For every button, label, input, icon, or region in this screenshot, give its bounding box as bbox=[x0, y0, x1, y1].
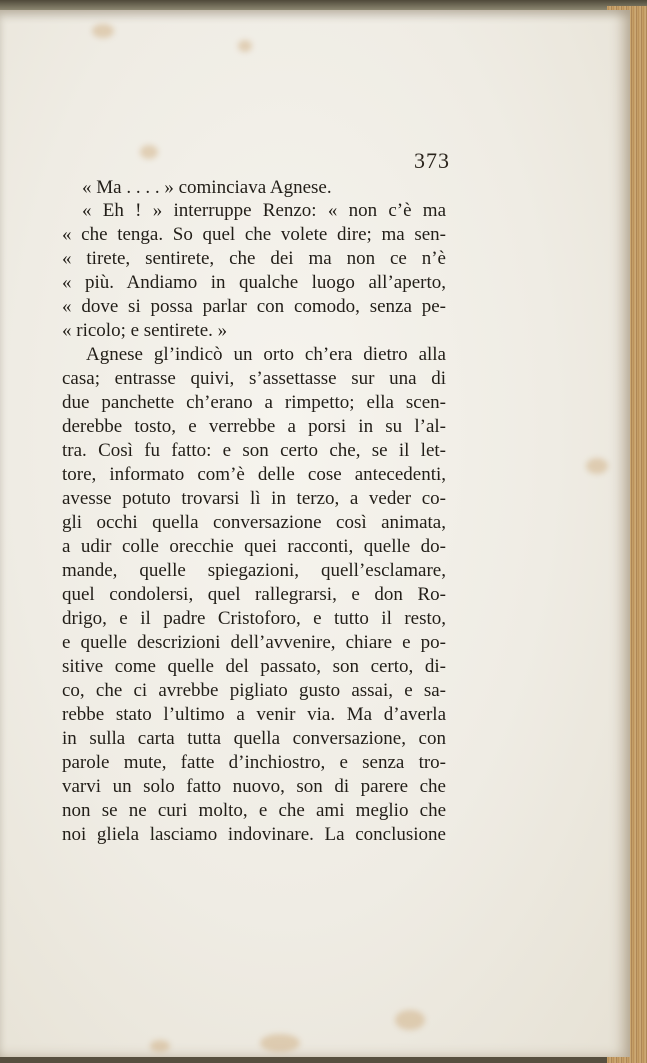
text-line: due panchette ch’erano a rimpetto; ella scen- bbox=[62, 392, 446, 413]
text-line: derebbe tosto, e verrebbe a porsi in su l’al- bbox=[62, 416, 446, 437]
foxing-stain bbox=[586, 458, 608, 474]
text-line: « tirete, sentirete, che dei ma non ce n’è bbox=[62, 248, 446, 269]
text-line: mande, quelle spiegazioni, quell’esclamare, bbox=[62, 560, 446, 581]
text-line: tra. Così fu fatto: e son certo che, se il let- bbox=[62, 440, 446, 461]
foxing-stain bbox=[238, 40, 252, 52]
text-line: e quelle descrizioni dell’avvenire, chiare e po- bbox=[62, 632, 446, 653]
text-line: tore, informato com’è delle cose antecedenti, bbox=[62, 464, 446, 485]
foxing-stain bbox=[140, 145, 158, 159]
text-line: in sulla carta tutta quella conversazione, con bbox=[62, 728, 446, 749]
text-line: quel condolersi, quel rallegrarsi, e don Ro- bbox=[62, 584, 446, 605]
text-line: « dove si possa parlar con comodo, senza pe- bbox=[62, 296, 446, 317]
text-line: sitive come quelle del passato, son certo, di- bbox=[62, 656, 446, 677]
text-line: « ricolo; e sentirete. » bbox=[62, 320, 228, 341]
text-line: noi gliela lasciamo indovinare. La conclusione bbox=[62, 824, 446, 845]
text-line: varvi un solo fatto nuovo, son di parere che bbox=[62, 776, 446, 797]
text-line: rebbe stato l’ultimo a venir via. Ma d’averla bbox=[62, 704, 446, 725]
foxing-stain bbox=[260, 1034, 300, 1052]
text-line: « Ma . . . . » cominciava Agnese. bbox=[82, 177, 332, 198]
foxing-stain bbox=[92, 24, 114, 38]
text-line: co, che ci avrebbe pigliato gusto assai, e sa- bbox=[62, 680, 446, 701]
text-line: drigo, e il padre Cristoforo, e tutto il resto, bbox=[62, 608, 446, 629]
page-number: 373 bbox=[414, 148, 450, 173]
foxing-stain bbox=[395, 1010, 425, 1030]
text-line: Agnese gl’indicò un orto ch’era dietro alla bbox=[86, 344, 446, 365]
foxing-stain bbox=[150, 1040, 170, 1052]
text-line: non se ne curi molto, e che ami meglio che bbox=[62, 800, 446, 821]
text-line: parole mute, fatte d’inchiostro, e senza tro- bbox=[62, 752, 446, 773]
text-line: casa; entrasse quivi, s’assettasse sur una di bbox=[62, 368, 446, 389]
text-line: gli occhi quella conversazione così animata, bbox=[62, 512, 446, 533]
text-line: avesse potuto trovarsi lì in terzo, a veder co- bbox=[62, 488, 446, 509]
text-line: « più. Andiamo in qualche luogo all’aperto, bbox=[62, 272, 446, 293]
text-line: a udir colle orecchie quei racconti, quelle do- bbox=[62, 536, 446, 557]
text-line: « che tenga. So quel che volete dire; ma sen- bbox=[62, 224, 446, 245]
text-line: « Eh ! » interruppe Renzo: « non c’è ma bbox=[82, 200, 446, 221]
